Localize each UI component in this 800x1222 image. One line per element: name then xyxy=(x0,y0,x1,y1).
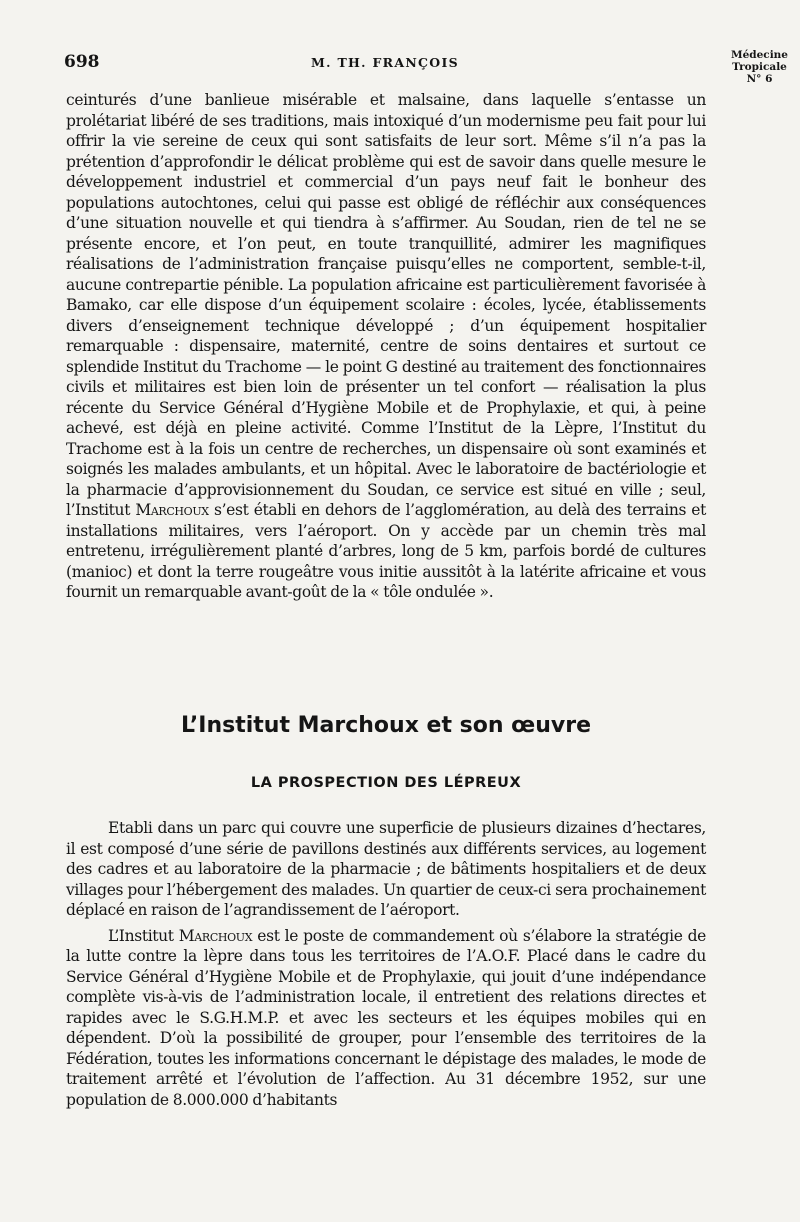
section-body xyxy=(66,818,706,1110)
running-head: M. TH. FRANÇOIS xyxy=(311,55,459,70)
paragraph-text: s’est établi en dehors de l’agglomération, au delà des terrains et installations militaires, vers l’aéroport. On y accède par un chemin très mal entretenu, irrégulièrement planté d’arbres, long de 5 km, parfois bordé de cultures (manioc) et dont la terre rougeâtre vous initie aussitôt à la latérite africaine et vous fournit un remarquable avant-goût de la « tôle ondulée ». xyxy=(66,501,706,601)
paragraph-text: ceinturés d’une banlieue misérable et malsaine, dans laquelle s’entasse un prolétariat libéré de ses traditions, mais intoxiqué d’un modernisme peu fait pour lui offrir la vie sereine de ceux qui sont satisfaits de leur sort. Même s’il n’a pas la prétention d’approfondir le délicat problème qui est de savoir dans quelle mesure le développement industriel et commercial d’un pays neuf fait le bonheur des populations autochtones, celui qui passe est obligé de réfléchir aux conséquences d’une situation nouvelle et qui tiendra à s’affirmer. Au Soudan, rien de tel ne se présente encore, et l’on peut, en toute tranquillité, admirer les magnifiques réalisations de l’administration française puisqu’elles ne comportent, semble-t-il, aucune contrepartie pénible. La population africaine est particulièrement favorisée à Bamako, car elle dispose d’un équipement scolaire : écoles, lycée, établissements divers d’enseignement technique développé ; d’un équipement hospitalier remarquable : dispensaire, maternité, centre de soins dentaires et surtout ce splendide Institut du Trachome — le point G destiné au traitement des fonctionnaires civils et militaires est bien loin de présenter un tel confort — réalisation la plus récente du Service Général d’Hygiène Mobile et de Prophylaxie, et qui, à peine achevé, est déjà en pleine activité. Comme l’Institut de la Lèpre, l’Institut du Trachome est à la fois un centre de recherches, un dispensaire où sont examinés et soignés les malades ambulants, et un hôpital. Avec le laboratoire de bactériologie et la pharmacie d’approvisionnement du Soudan, ce service est situé en ville ; seul, l’Institut xyxy=(66,91,706,519)
section-title: L’Institut Marchoux et son œuvre xyxy=(180,713,592,738)
paragraph-text: Etabli dans un parc qui couvre une superficie de plusieurs dizaines d’hectares, il est composé d’une série de pavillons destinés aux différents services, au logement des cadres et au laboratoire de la pharmacie ; de bâtiments hospitaliers et de deux villages pour l’hébergement des malades. Un quartier de ceux-ci sera prochainement déplacé en raison de l’agrandissement de l’aéroport. xyxy=(66,819,706,919)
journal-line-1: Médecine xyxy=(730,49,788,61)
paragraph-text: L’Institut xyxy=(108,926,179,945)
small-caps-name: Marchoux xyxy=(178,926,253,945)
journal-line-3: N° 6 xyxy=(746,73,773,85)
journal-line-2: Tropicale xyxy=(732,61,787,73)
small-caps-name: Marchoux xyxy=(135,501,209,519)
opening-paragraph xyxy=(66,90,706,603)
paragraph-text: est le poste de commandement où s’élabore la stratégie de la lutte contre la lèpre dans tous les territoires de l’A.O.F. Placé dans le cadre du Service Général d’Hygiène Mobile et de Prophylaxie, qui jouit d’une indépendance complète vis-à-vis de l’administration locale, il entretient des relations directes et rapides avec le S.G.H.M.P. et avec les secteurs et les équipes mobiles qui en dépendent. D’où la possibilité de grouper, pour l’ensemble des territoires de la Fédération, toutes les informations concernant le dépistage des malades, le mode de traitement arrêté et l’évolution de l’affection. Au 31 décembre 1952, sur une population de 8.000.000 d’habitants xyxy=(66,926,706,1109)
journal-label xyxy=(731,49,788,85)
section-subtitle: LA PROSPECTION DES LÉPREUX xyxy=(250,775,522,791)
page-number: 698 xyxy=(64,52,100,72)
paragraph xyxy=(66,926,706,1111)
